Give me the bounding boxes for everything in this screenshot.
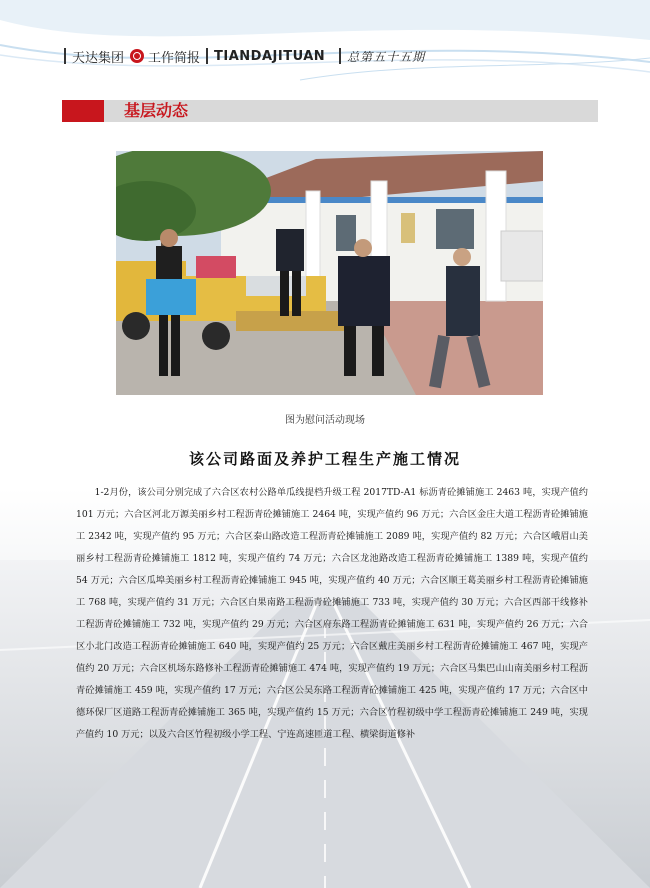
article-title: 该公司路面及养护工程生产施工情况 (188, 450, 461, 468)
company-logo-icon (130, 49, 144, 63)
section-title: 基层动态 (124, 101, 189, 120)
photo-illustration (116, 151, 543, 395)
brand-english-name: TIANDAJITUAN (214, 48, 326, 64)
newsletter-name: 工作简报 (148, 50, 201, 66)
section-heading-bar (62, 100, 598, 122)
header-divider (64, 48, 66, 64)
company-name: 天达集团 (72, 50, 125, 66)
newsletter-header (58, 46, 425, 66)
section-accent-block (62, 100, 104, 122)
header-divider (339, 48, 341, 64)
issue-number: 总第五十五期 (347, 49, 426, 64)
header-wave-graphic (0, 0, 650, 90)
header-divider (206, 48, 208, 64)
event-photo (116, 151, 543, 395)
photo-caption: 图为慰问活动现场 (285, 415, 365, 426)
article-body: 1-2月份，该公司分别完成了六合区农村公路单瓜线提档升级工程 2017TD-A1 标沥青砼摊铺施工 2463 吨，实现产值约 101 万元；六合区河北万源美丽乡村工程沥青砼摊铺施工 2464 吨，实现产值约 96 万元；六合区金庄大道工程沥青砼摊铺施工 2342 吨，实现产值约 95 万元；六合区泰山路改造工程沥青砼摊铺施工 2089 吨，实现产值约 82 万元；六合区峨眉山美丽乡村工程沥青砼摊铺施工 1812 吨，实现产值约 74 万元；六合区龙池路改造工程沥青砼摊铺施工 1389 吨，实现产值约 54 万元；六合区瓜埠美丽乡村工程沥青砼摊铺施工 945 吨，实现产值约 40 万元；六合区顺王葛美丽乡村工程沥青砼摊铺施工 768 吨，实现产值约 31 万元；六合区白果南路工程沥青砼摊铺施工 733 吨，实现产值约 30 万元；六合区西部干线修补工程沥青砼摊铺施工 732 吨，实现产值约 29 万元；六合区府东路工程沥青砼摊铺施工 631 吨，实现产值约 26 万元；六合区小北门改造工程沥青砼摊铺施工 640 吨，实现产值约 25 万元；六合区戴庄美丽乡村工程沥青砼摊铺施工 467 吨，实现产值约 20 万元；六合区机场东路修补工程沥青砼摊铺施工 474 吨，实现产值约 19 万元；六合区马集巴山山南美丽乡村工程沥青砼摊铺施工 459 吨，实现产值约 17 万元；六合区公吴东路工程沥青砼摊铺施工 425 吨，实现产值约 17 万元；六合区中德环保厂区道路工程沥青砼摊铺施工 365 吨，实现产值约 15 万元；六合区竹程初级中学工程沥青砼摊铺施工 249 吨，实现产值约 10 万元；以及六合区竹程初级小学工程、宁连高速匝道工程、横梁街道修补 (76, 487, 588, 740)
